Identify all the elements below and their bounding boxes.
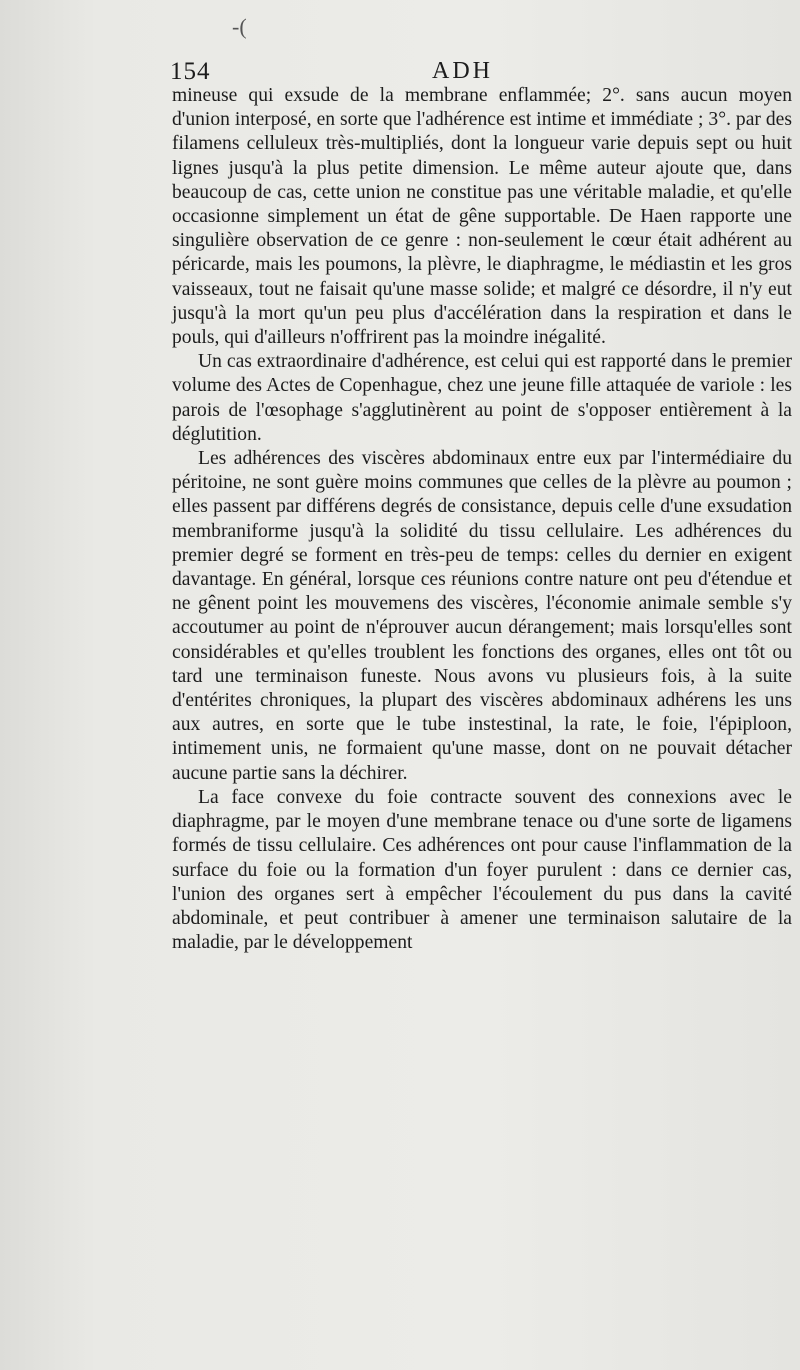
running-head: ADH <box>432 58 493 84</box>
ink-mark: -( <box>232 14 247 39</box>
paragraph-abdominal-adhesions: Les adhérences des viscères abdominaux entre eux par l'intermédiaire du péritoine, ne sont guère moins communes que celles de la plèvre au poumon ; elles passent par différens degrés de consistance, depuis celle d'une exsudation membraniforme jusqu'à la solidité du tissu cellulaire. Les adhérences du premier degré se forment en très-peu de temps: celles du dernier en exigent davantage. En général, lorsque ces réunions contre nature ont peu d'étendue et ne gênent point les mouvemens des viscères, l'économie animale semble s'y accoutumer au point de n'éprouver aucun dérangement; mais lorsqu'elles sont considérables et qu'elles troublent les fonctions des organes, elles ont tôt ou tard une terminaison funeste. Nous avons vu plusieurs fois, à la suite d'entérites chroniques, la plupart des viscères abdominaux adhérens les uns aux autres, en sorte que le tube instestinal, la rate, le foie, l'épiploon, intimement unis, ne formaient qu'une masse, dont on ne pouvait détacher aucune partie sans la déchirer. <box>172 448 792 784</box>
body-text <box>172 84 792 955</box>
page-number: 154 <box>170 58 211 85</box>
paragraph-continuation: mineuse qui exsude de la membrane enflammée; 2°. sans aucun moyen d'union interposé, en sorte que l'adhérence est intime et immédiate ; 3°. par des filamens celluleux très-multipliés, dont la longueur varie depuis sept ou huit lignes jusqu'à la plus petite dimension. Le même auteur ajoute que, dans beaucoup de cas, cette union ne constitue pas une véritable maladie, et qu'elle occasionne simplement un état de gêne supportable. De Haen rapporte une singulière observation de ce genre : non-seulement le cœur était adhérent au péricarde, mais les poumons, la plèvre, le diaphragme, le médiastin et les gros vaisseaux, tout ne faisait qu'une masse solide; et malgré ce désordre, il n'y eut jusqu'à la mort qu'un peu plus d'accélération dans la respiration et dans le pouls, qui d'ailleurs n'offrirent pas la moindre inégalité. <box>172 85 792 349</box>
paragraph-liver-diaphragm: La face convexe du foie contracte souvent des connexions avec le diaphragme, par le moyen d'une membrane tenace ou d'une sorte de ligamens formés de tissu cellulaire. Ces adhérences ont pour cause l'inflammation de la surface du foie ou la formation d'un foyer purulent : dans ce dernier cas, l'union des organes sert à empêcher l'écoulement du pus dans la cavité abdominale, et peut contribuer à amener une terminaison salutaire de la maladie, par le développement <box>172 786 792 954</box>
paragraph-copenhague-case: Un cas extraordinaire d'adhérence, est celui qui est rapporté dans le premier volume des Actes de Copenhague, chez une jeune fille attaquée de variole : les parois de l'œsophage s'agglutinèrent au point de s'opposer entièrement à la déglutition. <box>172 351 792 445</box>
